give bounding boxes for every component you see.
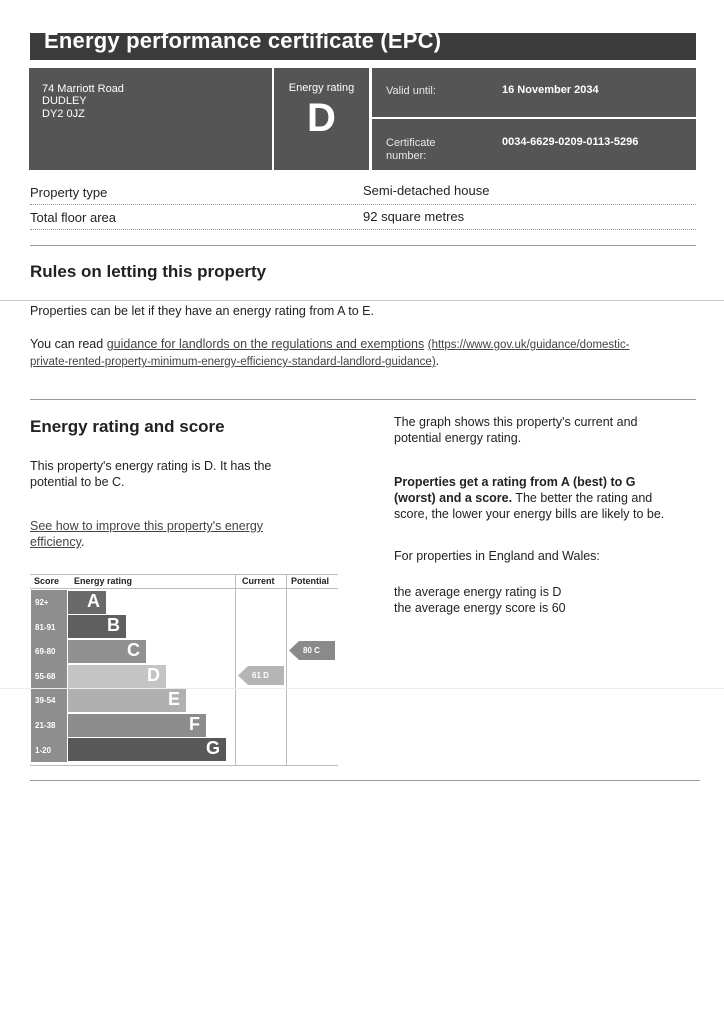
certificate-number-value: 0034-6629-0209-0113-5296	[502, 136, 639, 148]
chart-header-potential: Potential	[291, 576, 330, 586]
rating-summary	[30, 458, 330, 490]
chart-header-energy-rating: Energy rating	[74, 576, 133, 586]
rating-band-bar	[68, 591, 106, 614]
letting-guidance-line-1	[30, 336, 710, 353]
letting-heading: Rules on letting this property	[30, 262, 267, 281]
improve-efficiency-link-2[interactable]: efficiency	[30, 535, 81, 549]
england-wales-intro: For properties in England and Wales:	[394, 549, 600, 563]
average-score: the average energy score is 60	[394, 601, 566, 615]
certificate-number-box	[372, 119, 696, 170]
score-range-label: 81-91	[35, 622, 56, 632]
chart-header-current: Current	[242, 576, 275, 586]
floor-area-value: 92 square metres	[363, 209, 465, 224]
scan-fold-line	[0, 300, 724, 301]
rating-scale-line-3: score, the lower your energy bills are likely to be.	[394, 507, 665, 521]
potential-rating-label: 80 C	[303, 646, 320, 656]
divider	[30, 204, 696, 205]
rating-summary-line-1: This property's energy rating is D. It has the	[30, 459, 272, 473]
document-title: Energy performance certificate (EPC)	[44, 33, 442, 53]
chart-top-border	[30, 574, 338, 575]
rating-band-bar	[68, 615, 126, 638]
rating-scale-line-2-rest: The better the rating and	[512, 491, 653, 505]
divider	[30, 399, 696, 400]
current-rating-label: 61 D	[252, 670, 269, 680]
letting-guidance-suffix: .	[435, 354, 440, 368]
graph-explanation-line-1: The graph shows this property's current and	[394, 415, 638, 429]
rating-band-bar	[68, 689, 186, 712]
rating-scale-bold-line-2: (worst) and a score.	[394, 491, 513, 505]
address-box	[29, 68, 272, 170]
address-postcode: DY2 0JZ	[42, 108, 85, 120]
valid-until-box	[372, 68, 696, 117]
certificate-label-2: number:	[386, 150, 427, 162]
rating-band-letter: E	[167, 689, 180, 710]
landlord-guidance-url-1[interactable]: (https://www.gov.uk/guidance/domestic-	[427, 339, 630, 351]
rating-summary-line-2: potential to be C.	[30, 475, 125, 489]
rating-band-letter: G	[205, 738, 220, 759]
valid-until-value: 16 November 2034	[502, 84, 599, 96]
chart-potential-divider	[286, 574, 287, 766]
letting-guidance-line-2	[30, 353, 710, 370]
average-ratings	[394, 584, 714, 616]
rating-band-bar	[68, 640, 146, 663]
floor-area-label: Total floor area	[30, 210, 116, 225]
average-rating: the average energy rating is D	[394, 585, 562, 599]
letting-rule-text: Properties can be let if they have an energy rating from A to E.	[30, 304, 374, 318]
rating-band-bar	[68, 665, 166, 688]
rating-scale-bold-line-1: Properties get a rating from A (best) to G	[394, 475, 636, 489]
rating-scale-explanation	[394, 474, 719, 522]
score-range-label: 92+	[35, 598, 49, 607]
landlord-guidance-url-2[interactable]: private-rented-property-minimum-energy-efficiency-standard-landlord-guidance)	[30, 356, 436, 368]
document-title-bar	[30, 33, 696, 60]
score-range-label: 55-68	[35, 671, 56, 681]
rating-score-heading: Energy rating and score	[30, 417, 225, 436]
address-line-1: 74 Marriott Road	[42, 83, 124, 95]
chart-current-divider	[235, 574, 236, 766]
score-range-label: 39-54	[35, 696, 56, 706]
divider	[30, 780, 700, 781]
energy-rating-chart	[30, 574, 340, 766]
scan-fold-line	[0, 688, 724, 689]
divider	[30, 245, 696, 246]
improve-efficiency-link-1[interactable]: See how to improve this property's energy	[30, 519, 264, 533]
valid-until-label: Valid until:	[386, 85, 436, 97]
graph-explanation	[394, 414, 714, 446]
rating-band-letter: B	[107, 615, 120, 636]
property-type-value: Semi-detached house	[363, 183, 490, 198]
improve-efficiency-block	[30, 518, 330, 550]
divider	[30, 229, 696, 230]
rating-band-letter: C	[127, 640, 140, 660]
improve-efficiency-suffix: .	[80, 535, 85, 549]
rating-band-bar	[68, 738, 226, 761]
rating-band-letter: F	[189, 713, 200, 734]
score-range-label: 21-38	[35, 721, 56, 730]
score-range-label: 69-80	[35, 647, 56, 657]
landlord-guidance-link[interactable]: guidance for landlords on the regulations and exemptions	[106, 337, 425, 351]
rating-band-letter: D	[147, 664, 160, 685]
energy-rating-label: Energy rating	[288, 82, 355, 94]
rating-band-bar	[68, 714, 206, 737]
certificate-label-1: Certificate	[386, 137, 436, 149]
chart-bottom-border	[30, 765, 338, 766]
energy-rating-box	[274, 68, 369, 170]
property-type-label: Property type	[30, 185, 108, 200]
rating-band-letter: A	[87, 590, 100, 611]
chart-header-score: Score	[34, 576, 60, 586]
graph-explanation-line-2: potential energy rating.	[394, 431, 522, 445]
address-line-2: DUDLEY	[42, 95, 87, 107]
score-range-label: 1-20	[35, 745, 52, 755]
energy-rating-letter: D	[307, 96, 336, 140]
chart-header-divider	[30, 588, 338, 589]
letting-guidance-prefix: You can read	[30, 337, 107, 351]
